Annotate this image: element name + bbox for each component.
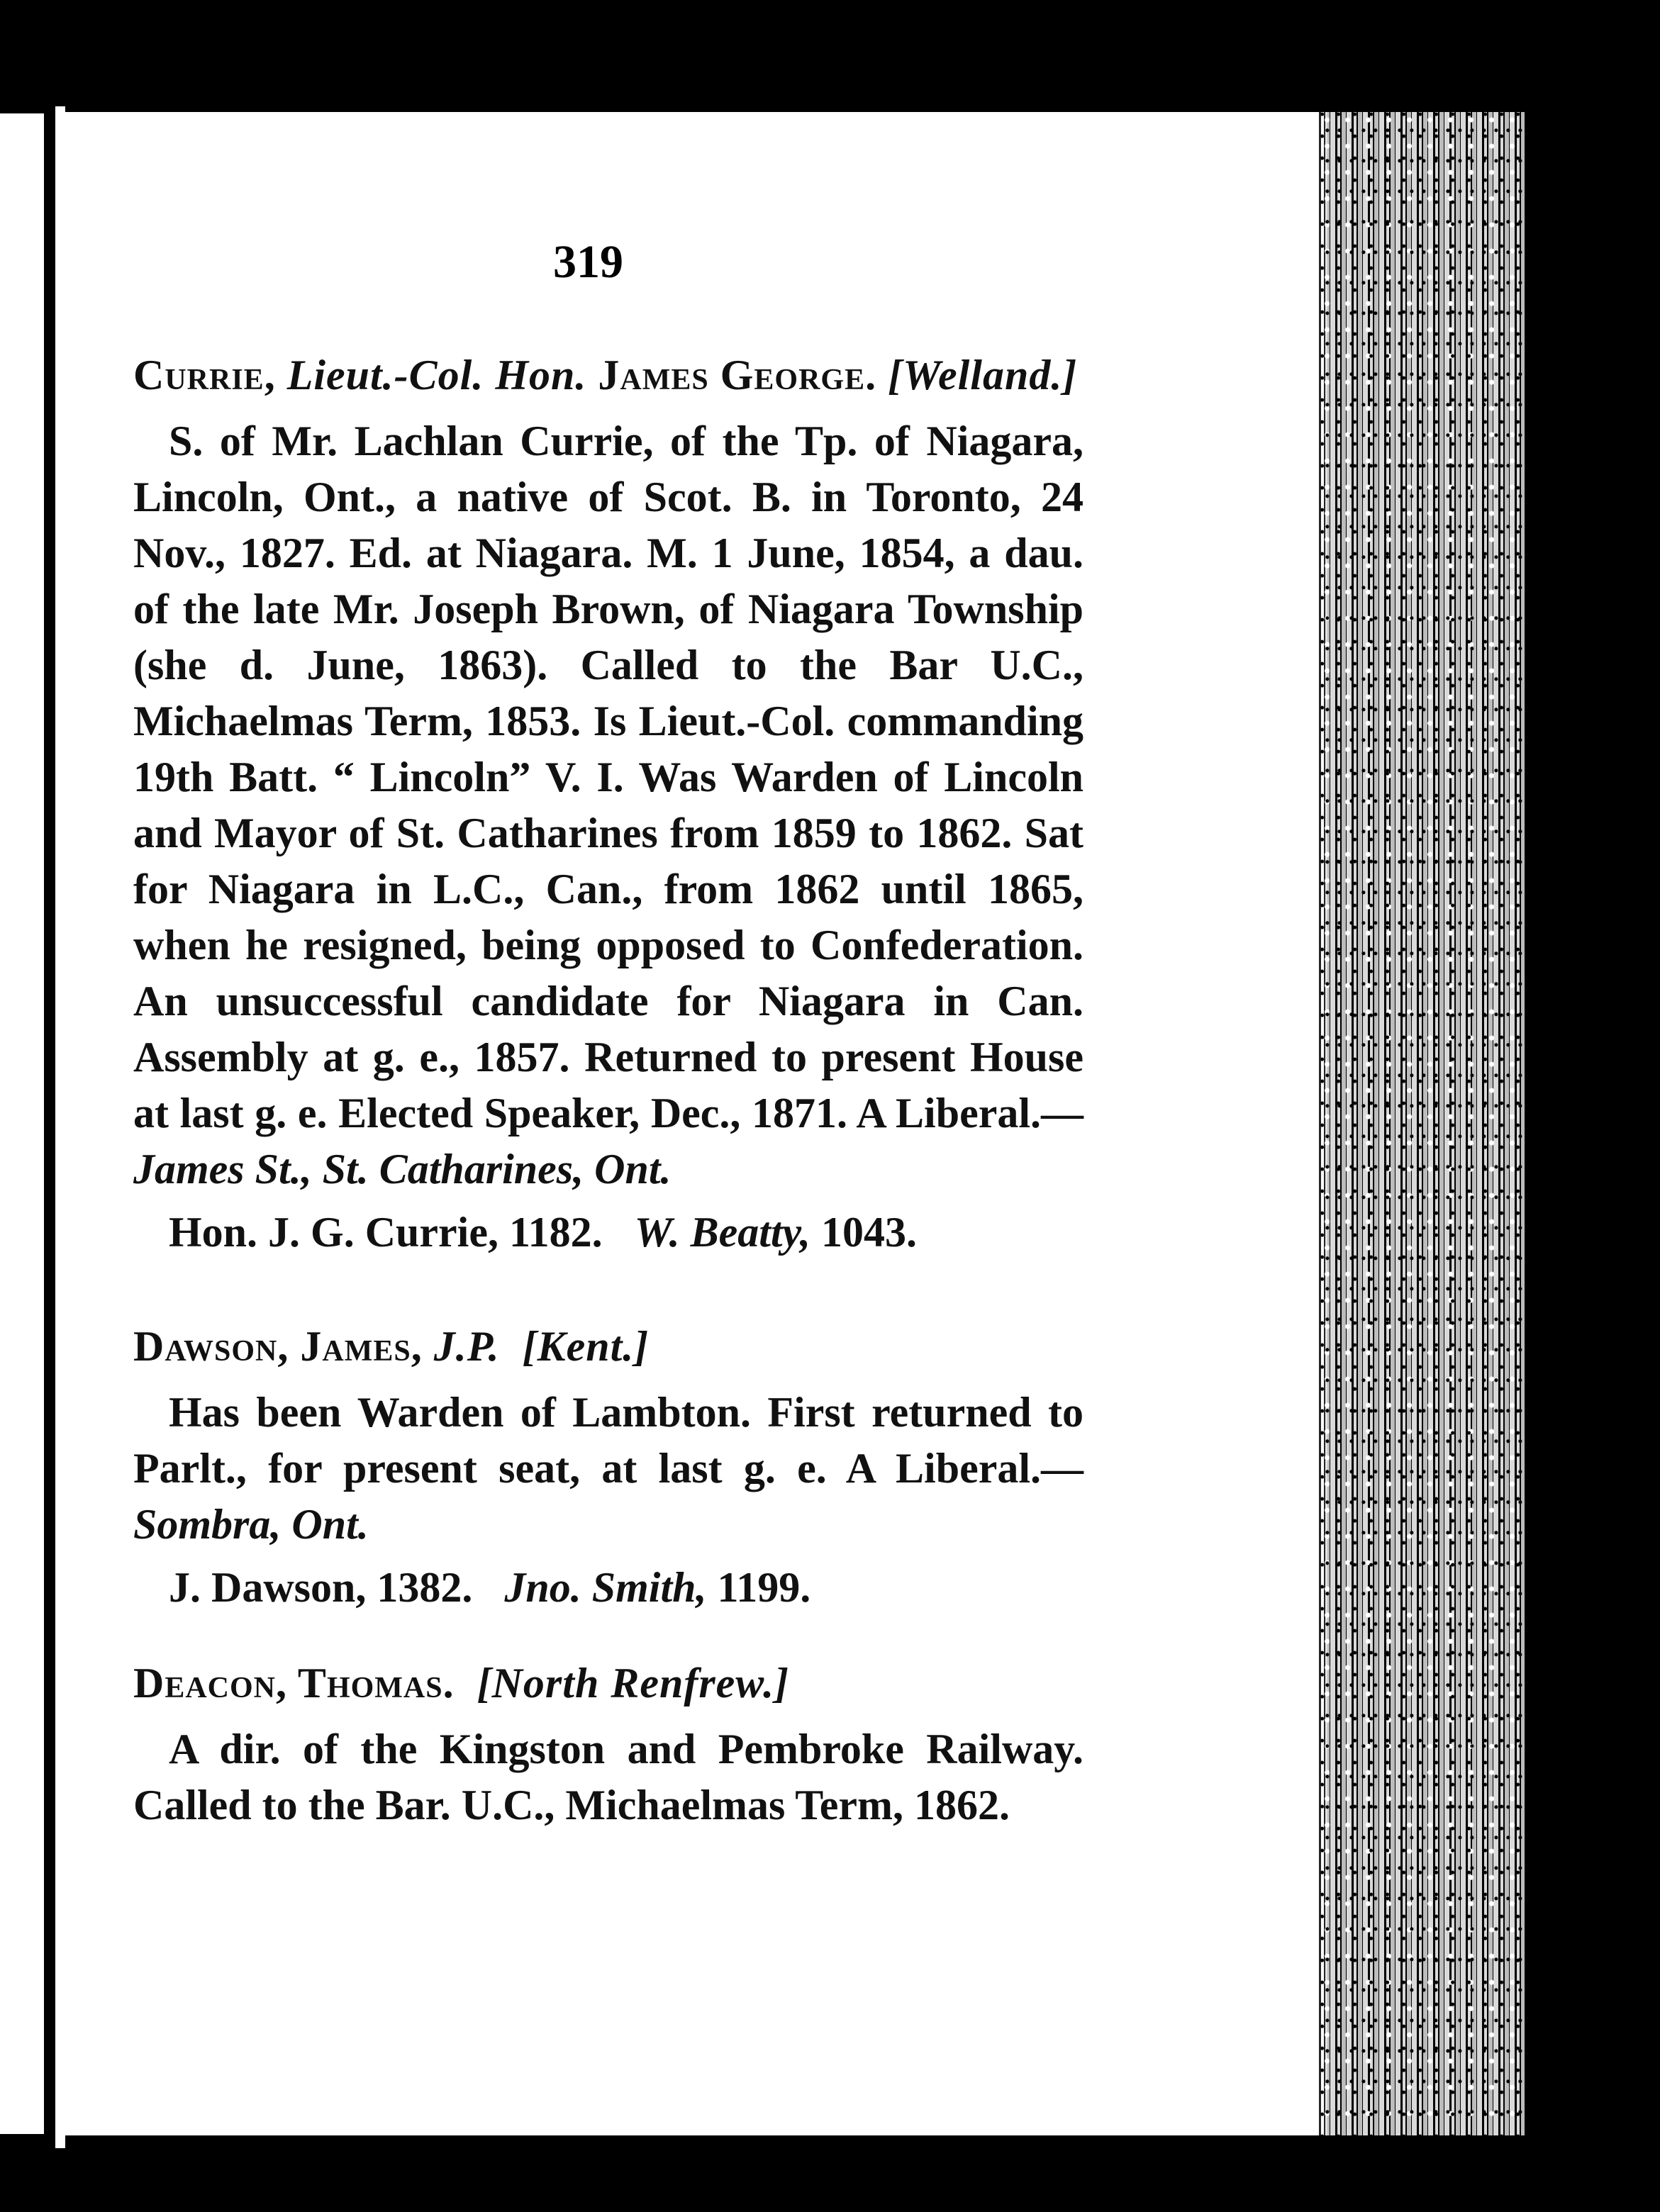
- entry-votes: [133, 1560, 1084, 1616]
- votes-loser-name: Jno. Smith,: [504, 1564, 707, 1611]
- page-fore-edge-noise: [1319, 112, 1525, 2135]
- entry-title: J.P.: [433, 1323, 500, 1370]
- entry-surname: Dawson, James,: [133, 1323, 423, 1370]
- entry-bio: [133, 1385, 1084, 1553]
- votes-winner: J. Dawson, 1382.: [169, 1564, 473, 1611]
- entry-surname: Currie: [133, 352, 264, 398]
- entry-address: James St., St. Catharines, Ont.: [133, 1146, 672, 1192]
- entry-riding: [North Renfrew.]: [477, 1660, 790, 1707]
- facing-page-edge: [0, 113, 44, 2134]
- votes-loser-count: 1043.: [820, 1209, 917, 1256]
- entry-dawson: [133, 1319, 1084, 1616]
- entry-bio-text: S. of Mr. Lachlan Currie, of the Tp. of Niagara, Lincoln, Ont., a native of Scot. B. in Toronto, 24 Nov., 1827. Ed. at Niagara. M. 1 June, 1854, a dau. of the late Mr. Joseph Brown, of Niagara Township (she d. June, 1863). Called to the Bar U.C., Michaelmas Term, 1853. Is Lieut.-Col. commanding 19th Batt. “ Lincoln” V. I. Was Warden of Lincoln and Mayor of St. Catharines from 1859 to 1862. Sat for Niagara in L.C., Can., from 1862 until 1865, when he resigned, being opposed to Confederation. An unsuccessful candidate for Niagara in Can. Assembly at g. e., 1857. Returned to present House at last g. e. Elected Speaker, Dec., 1871. A Liberal.—: [133, 418, 1084, 1136]
- entry-bio-text: Has been Warden of Lambton. First returned to Parlt., for present seat, at last g. e. A Liberal.—: [133, 1389, 1084, 1492]
- entry-surname: Deacon, Thomas.: [133, 1660, 455, 1707]
- votes-loser-name: W. Beatty,: [634, 1209, 810, 1256]
- entry-currie: [133, 347, 1084, 1261]
- entry-gap: [133, 1641, 1084, 1655]
- entry-address: Sombra, Ont.: [133, 1501, 369, 1548]
- votes-loser-count: 1199.: [717, 1564, 811, 1611]
- entry-bio-text: A dir. of the Kingston and Pembroke Railway. Called to the Bar. U.C., Michaelmas Term, 1862.: [133, 1726, 1084, 1828]
- entry-votes: [133, 1205, 1084, 1261]
- page-number: 319: [553, 236, 623, 288]
- votes-winner: Hon. J. G. Currie, 1182.: [169, 1209, 603, 1256]
- entry-bio: [133, 413, 1084, 1197]
- entry-bio: [133, 1721, 1084, 1833]
- entry-given-names: James George.: [598, 352, 877, 398]
- entry-gap: [133, 1286, 1084, 1319]
- entry-deacon: [133, 1655, 1084, 1833]
- page-text: [133, 347, 1084, 1859]
- entry-heading: Currie, Lieut.-Col. Hon. James George. [Welland.]: [133, 352, 1078, 398]
- entry-heading: [133, 1319, 1084, 1375]
- entry-title: Lieut.-Col. Hon.: [286, 352, 587, 398]
- entry-riding: [Welland.]: [888, 352, 1078, 398]
- entry-riding: [Kent.]: [522, 1323, 650, 1370]
- entry-heading: [133, 1655, 1084, 1711]
- page-gutter-edge: [55, 106, 65, 2148]
